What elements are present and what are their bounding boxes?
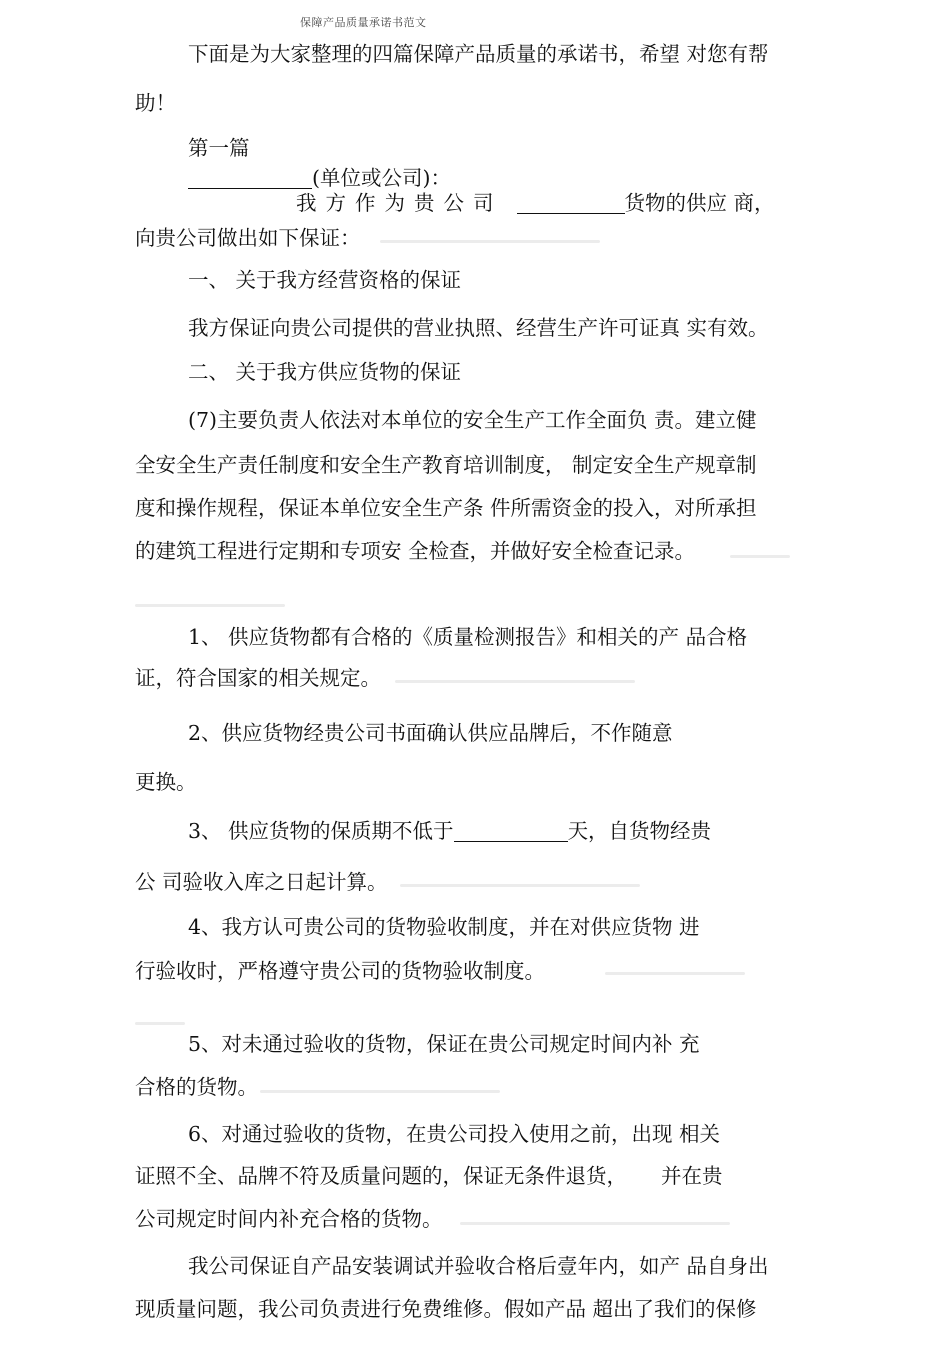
item-5-line-1: 5、对未通过验收的货物，保证在贵公司规定时间内补 充 <box>188 1032 700 1056</box>
recipient-suffix: (单位或公司)： <box>312 166 451 190</box>
paragraph-2-line-1: (7)主要负责人依法对本单位的安全生产工作全面负 责。建立健 <box>188 408 757 432</box>
paragraph-3-line-1: 我公司保证自产品安装调试并验收合格后壹年内，如产 品自身出 <box>188 1254 769 1278</box>
goods-blank <box>517 193 625 214</box>
faint-watermark-line <box>380 240 600 243</box>
faint-watermark-line <box>395 680 635 683</box>
intro-line-1: 下面是为大家整理的四篇保障产品质量的承诺书，希望 对您有帮 <box>188 42 769 66</box>
item-6-line-3: 公司规定时间内补充合格的货物。 <box>135 1207 443 1231</box>
item-3-text-a: 3、 供应货物的保质期不低于 <box>188 819 454 843</box>
running-header: 保障产品质量承诺书范文 <box>300 16 427 29</box>
section-title: 第一篇 <box>188 136 250 160</box>
item-4-line-1: 4、我方认可贵公司的货物验收制度，并在对供应货物 进 <box>188 915 700 939</box>
heading-1: 一、 关于我方经营资格的保证 <box>188 268 462 292</box>
item-4-line-2: 行验收时，严格遵守贵公司的货物验收制度。 <box>135 959 545 983</box>
item-5-line-2: 合格的货物。 <box>135 1075 258 1099</box>
faint-watermark-line <box>460 1222 730 1225</box>
item-6-line-2 <box>135 1166 723 1187</box>
item-6-text-a: 证照不全、品牌不符及质量问题的，保证无条件退货， <box>135 1164 627 1188</box>
paragraph-2-line-2: 全安全生产责任制度和安全生产教育培训制度， 制定安全生产规章制 <box>135 453 757 477</box>
item-3-text-b: 天，自货物经贵 <box>567 819 712 843</box>
faint-watermark-line <box>135 1022 185 1025</box>
supplier-line-2: 向贵公司做出如下保证： <box>135 226 361 250</box>
heading-2: 二、 关于我方供应货物的保证 <box>188 360 462 384</box>
item-6-line-1: 6、对通过验收的货物，在贵公司投入使用之前，出现 相关 <box>188 1122 721 1146</box>
supplier-text-b: 货物的供应 商， <box>624 191 775 215</box>
recipient-line <box>188 168 451 189</box>
faint-watermark-line <box>605 972 745 975</box>
shelf-life-blank <box>454 821 568 842</box>
recipient-blank <box>188 168 312 189</box>
paragraph-2-line-4: 的建筑工程进行定期和专项安 全检查，并做好安全检查记录。 <box>135 539 696 563</box>
item-2-line-1: 2、供应货物经贵公司书面确认供应品牌后，不作随意 <box>188 721 673 745</box>
item-2-line-2: 更换。 <box>135 770 197 794</box>
faint-watermark-line <box>400 884 640 887</box>
faint-watermark-line <box>730 555 790 558</box>
item-3-line-1 <box>188 821 711 842</box>
paragraph-2-line-3: 度和操作规程，保证本单位安全生产条 件所需资金的投入，对所承担 <box>135 496 757 520</box>
intro-line-2: 助！ <box>135 91 176 115</box>
faint-watermark-line <box>135 604 285 607</box>
item-3-line-2: 公 司验收入库之日起计算。 <box>135 870 388 894</box>
paragraph-3-line-2: 现质量问题，我公司负责进行免费维修。假如产品 超出了我们的保修 <box>135 1297 757 1321</box>
supplier-line <box>296 193 775 214</box>
faint-watermark-line <box>260 1090 500 1093</box>
item-1-line-2: 证，符合国家的相关规定。 <box>135 666 381 690</box>
item-6-text-b: 并在贵 <box>661 1164 723 1188</box>
paragraph-1: 我方保证向贵公司提供的营业执照、经营生产许可证真 实有效。 <box>188 316 769 340</box>
item-1-line-1: 1、 供应货物都有合格的《质量检测报告》和相关的产 品合格 <box>188 625 748 649</box>
supplier-text-a: 我方作为贵公司 <box>296 191 503 215</box>
